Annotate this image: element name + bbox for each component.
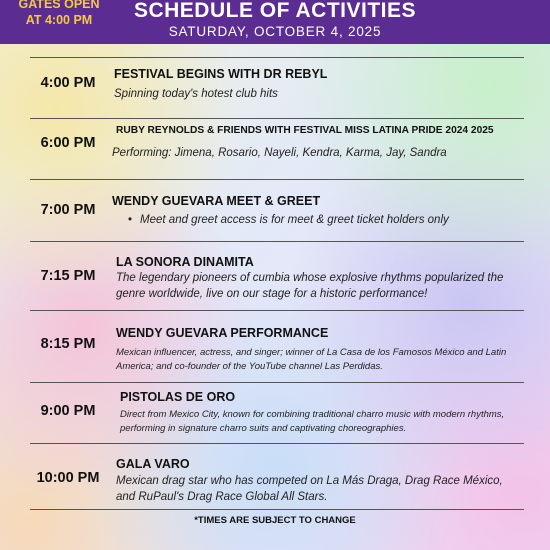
act-title: FESTIVAL BEGINS WITH DR REBYL <box>114 67 328 81</box>
time-label: 4:00 PM <box>40 75 96 91</box>
time-label: 7:00 PM <box>40 202 96 218</box>
page-title: SCHEDULE OF ACTIVITIES <box>133 0 417 22</box>
act-title: WENDY GUEVARA PERFORMANCE <box>116 326 329 340</box>
act-title: LA SONORA DINAMITA <box>116 255 254 269</box>
divider <box>30 57 524 58</box>
act-title: PISTOLAS DE ORO <box>120 390 236 404</box>
divider <box>30 241 524 242</box>
divider <box>30 509 524 510</box>
time-label: 10:00 PM <box>36 470 100 486</box>
act-description: • Meet and greet access is for meet & greet ticket holders only <box>128 212 523 228</box>
time-label: 9:00 PM <box>40 403 96 419</box>
footer-note: *TIMES ARE SUBJECT TO CHANGE <box>194 515 356 526</box>
act-title: RUBY REYNOLDS & FRIENDS WITH FESTIVAL MISS LATINA PRIDE 2024 2025 <box>116 125 494 136</box>
divider <box>30 382 524 383</box>
act-description: Performing: Jimena, Rosario, Nayeli, Kendra, Karma, Jay, Sandra <box>112 147 447 159</box>
divider <box>30 443 524 444</box>
act-description: Mexican drag star who has competed on La Más Draga, Drag Race México, and RuPaul's Drag Race Global All Stars. <box>116 475 503 503</box>
divider <box>30 179 524 180</box>
time-label: 7:15 PM <box>40 268 96 284</box>
event-date: SATURDAY, OCTOBER 4, 2025 <box>168 24 382 39</box>
header-banner <box>0 0 550 44</box>
act-title: GALA VARO <box>116 457 190 471</box>
act-description: The legendary pioneers of cumbia whose explosive rhythms popularized the genre worldwide, live on our stage for a historic performance! <box>116 272 504 300</box>
act-title: WENDY GUEVARA MEET & GREET <box>112 194 321 208</box>
divider <box>30 118 524 119</box>
act-description: Spinning today's hotest club hits <box>114 88 278 100</box>
time-label: 8:15 PM <box>40 336 96 352</box>
act-description: Mexican influencer, actress, and singer; winner of La Casa de los Famosos México and Latin America; and co-founder of the YouTube channel Las Perdidas. <box>116 347 507 372</box>
act-description: Direct from Mexico City, known for combining traditional charro music with modern rhythms, performing in signature charro suits and captivating choreographies. <box>120 409 505 434</box>
gates-open-text: GATES OPEN AT 4:00 PM <box>18 0 100 27</box>
divider <box>30 310 524 311</box>
time-label: 6:00 PM <box>40 135 96 151</box>
